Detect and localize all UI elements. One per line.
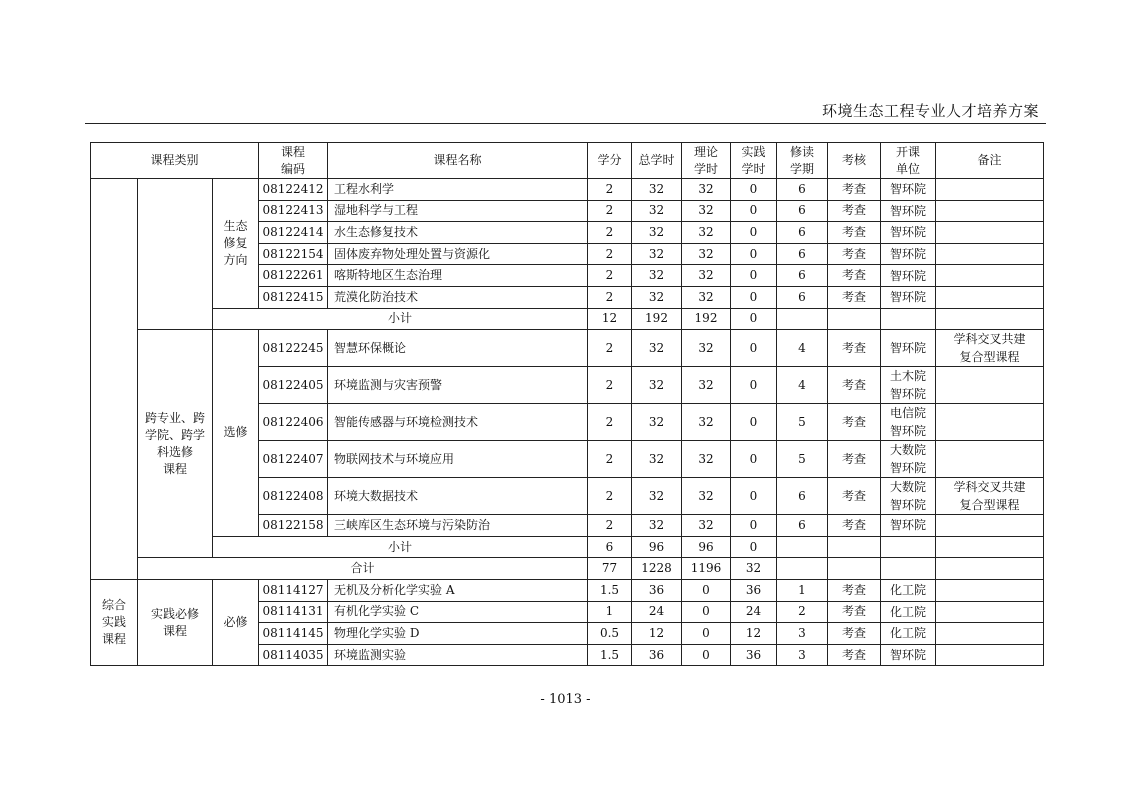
- subtotal-row-1-total: 192: [632, 308, 682, 330]
- page-header-title: 环境生态工程专业人才培养方案: [821, 102, 1039, 120]
- subtotal-row-1-practice: 0: [731, 308, 777, 330]
- course-code: 08122407: [259, 441, 328, 478]
- course-practice: 36: [731, 644, 777, 666]
- subtotal-row-2-label: 小计: [213, 536, 588, 558]
- course-code: 08122415: [259, 286, 328, 308]
- course-total: 12: [632, 623, 682, 645]
- header-category: 课程类别: [91, 143, 259, 179]
- course-unit: 智环院: [881, 330, 936, 367]
- course-note: 学科交叉共建 复合型课程: [936, 330, 1044, 367]
- course-total: 32: [632, 179, 682, 201]
- course-note: [936, 579, 1044, 601]
- course-semester: 6: [777, 222, 828, 244]
- subtotal-row-1-credit: 12: [588, 308, 632, 330]
- course-code: 08122414: [259, 222, 328, 244]
- course-name: 环境大数据技术: [328, 478, 588, 515]
- course-credit: 2: [588, 200, 632, 222]
- course-unit: 智环院: [881, 286, 936, 308]
- header-name: 课程名称: [328, 143, 588, 179]
- subtotal-row-1-empty: [777, 308, 828, 330]
- course-total: 32: [632, 367, 682, 404]
- course-theory: 0: [682, 644, 731, 666]
- course-note: [936, 601, 1044, 623]
- course-theory: 32: [682, 286, 731, 308]
- course-practice: 0: [731, 441, 777, 478]
- group-elective: 选修: [213, 330, 259, 537]
- course-total: 32: [632, 265, 682, 287]
- subtotal-row-1-empty: [936, 308, 1044, 330]
- course-note: [936, 441, 1044, 478]
- course-theory: 32: [682, 330, 731, 367]
- subtotal-row-1-empty: [881, 308, 936, 330]
- grand-total-row-label: 合计: [138, 558, 588, 580]
- course-practice: 24: [731, 601, 777, 623]
- course-note: [936, 404, 1044, 441]
- subtotal-row-1-empty: [828, 308, 881, 330]
- course-note: [936, 515, 1044, 537]
- course-semester: 6: [777, 243, 828, 265]
- course-table: [90, 142, 1044, 666]
- group-eco-repair: 生态 修复 方向: [213, 179, 259, 309]
- course-credit: 1: [588, 601, 632, 623]
- course-credit: 2: [588, 515, 632, 537]
- course-assessment: 考查: [828, 601, 881, 623]
- course-name: 有机化学实验 C: [328, 601, 588, 623]
- course-unit: 智环院: [881, 265, 936, 287]
- course-name: 智能传感器与环境检测技术: [328, 404, 588, 441]
- course-practice: 0: [731, 515, 777, 537]
- course-total: 32: [632, 243, 682, 265]
- course-assessment: 考查: [828, 222, 881, 244]
- course-code: 08122245: [259, 330, 328, 367]
- subtotal-row-2-empty: [777, 536, 828, 558]
- course-assessment: 考查: [828, 478, 881, 515]
- course-unit: 电信院 智环院: [881, 404, 936, 441]
- course-credit: 1.5: [588, 579, 632, 601]
- course-theory: 32: [682, 367, 731, 404]
- course-credit: 1.5: [588, 644, 632, 666]
- course-semester: 6: [777, 179, 828, 201]
- course-theory: 0: [682, 601, 731, 623]
- course-total: 32: [632, 404, 682, 441]
- course-assessment: 考查: [828, 200, 881, 222]
- course-practice: 36: [731, 579, 777, 601]
- course-unit: 化工院: [881, 579, 936, 601]
- course-code: 08122408: [259, 478, 328, 515]
- course-practice: 0: [731, 330, 777, 367]
- course-practice: 0: [731, 179, 777, 201]
- course-row: [91, 179, 1044, 201]
- course-note: [936, 265, 1044, 287]
- course-total: 32: [632, 330, 682, 367]
- course-semester: 5: [777, 404, 828, 441]
- course-assessment: 考查: [828, 179, 881, 201]
- course-unit: 智环院: [881, 243, 936, 265]
- course-unit: 大数院 智环院: [881, 441, 936, 478]
- course-name: 水生态修复技术: [328, 222, 588, 244]
- course-assessment: 考查: [828, 441, 881, 478]
- course-unit: 大数院 智环院: [881, 478, 936, 515]
- course-code: 08122412: [259, 179, 328, 201]
- course-practice: 12: [731, 623, 777, 645]
- course-total: 32: [632, 478, 682, 515]
- grand-total-row: [91, 558, 1044, 580]
- header-practice-hours: 实践 学时: [731, 143, 777, 179]
- course-semester: 4: [777, 367, 828, 404]
- course-assessment: 考查: [828, 265, 881, 287]
- course-total: 32: [632, 441, 682, 478]
- course-practice: 0: [731, 478, 777, 515]
- course-assessment: 考查: [828, 243, 881, 265]
- course-theory: 32: [682, 200, 731, 222]
- subtotal-row-2-credit: 6: [588, 536, 632, 558]
- course-assessment: 考查: [828, 515, 881, 537]
- course-semester: 6: [777, 515, 828, 537]
- course-total: 24: [632, 601, 682, 623]
- course-theory: 32: [682, 243, 731, 265]
- course-code: 08122158: [259, 515, 328, 537]
- course-code: 08122261: [259, 265, 328, 287]
- group-required: 必修: [213, 579, 259, 665]
- grand-total-row-practice: 32: [731, 558, 777, 580]
- course-practice: 0: [731, 243, 777, 265]
- course-credit: 2: [588, 330, 632, 367]
- course-semester: 6: [777, 286, 828, 308]
- course-credit: 2: [588, 179, 632, 201]
- course-note: [936, 367, 1044, 404]
- course-total: 36: [632, 579, 682, 601]
- subtotal-row-2-empty: [936, 536, 1044, 558]
- course-practice: 0: [731, 200, 777, 222]
- course-credit: 2: [588, 222, 632, 244]
- course-total: 32: [632, 515, 682, 537]
- course-semester: 6: [777, 478, 828, 515]
- course-name: 工程水利学: [328, 179, 588, 201]
- course-note: [936, 222, 1044, 244]
- course-unit: 智环院: [881, 200, 936, 222]
- course-semester: 5: [777, 441, 828, 478]
- table-body: [91, 179, 1044, 666]
- course-note: [936, 286, 1044, 308]
- course-code: 08122405: [259, 367, 328, 404]
- course-code: 08122413: [259, 200, 328, 222]
- subtotal-row-2-empty: [881, 536, 936, 558]
- course-name: 环境监测与灾害预警: [328, 367, 588, 404]
- course-semester: 2: [777, 601, 828, 623]
- course-practice: 0: [731, 286, 777, 308]
- course-credit: 2: [588, 265, 632, 287]
- course-theory: 32: [682, 404, 731, 441]
- course-row: [91, 330, 1044, 367]
- group-comprehensive: 综合 实践 课程: [91, 579, 138, 665]
- grand-total-row-theory: 1196: [682, 558, 731, 580]
- course-semester: 3: [777, 623, 828, 645]
- course-assessment: 考查: [828, 286, 881, 308]
- category-blank: [91, 179, 138, 580]
- grand-total-row-empty: [777, 558, 828, 580]
- course-code: 08114127: [259, 579, 328, 601]
- course-theory: 32: [682, 478, 731, 515]
- course-unit: 土木院 智环院: [881, 367, 936, 404]
- grand-total-row-empty: [881, 558, 936, 580]
- course-unit: 智环院: [881, 222, 936, 244]
- course-credit: 2: [588, 441, 632, 478]
- course-credit: 2: [588, 243, 632, 265]
- course-unit: 化工院: [881, 601, 936, 623]
- course-note: [936, 243, 1044, 265]
- header-semester: 修读 学期: [777, 143, 828, 179]
- course-theory: 32: [682, 515, 731, 537]
- group-cross-major: 跨专业、跨 学院、跨学 科选修 课程: [138, 330, 213, 558]
- course-code: 08122406: [259, 404, 328, 441]
- course-assessment: 考查: [828, 623, 881, 645]
- grand-total-row-credit: 77: [588, 558, 632, 580]
- course-note: [936, 179, 1044, 201]
- group-practice-required: 实践必修 课程: [138, 579, 213, 665]
- course-name: 喀斯特地区生态治理: [328, 265, 588, 287]
- course-note: [936, 200, 1044, 222]
- course-semester: 3: [777, 644, 828, 666]
- grand-total-row-total: 1228: [632, 558, 682, 580]
- course-semester: 6: [777, 265, 828, 287]
- header-note: 备注: [936, 143, 1044, 179]
- course-code: 08122154: [259, 243, 328, 265]
- course-theory: 32: [682, 222, 731, 244]
- table-header-row: [91, 143, 1044, 179]
- header-credit: 学分: [588, 143, 632, 179]
- course-total: 32: [632, 286, 682, 308]
- course-note: [936, 644, 1044, 666]
- course-theory: 0: [682, 579, 731, 601]
- course-credit: 2: [588, 286, 632, 308]
- subcategory-blank: [138, 179, 213, 330]
- subtotal-row-1-theory: 192: [682, 308, 731, 330]
- course-row: [91, 579, 1044, 601]
- course-practice: 0: [731, 367, 777, 404]
- course-unit: 智环院: [881, 515, 936, 537]
- course-name: 智慧环保概论: [328, 330, 588, 367]
- course-unit: 智环院: [881, 179, 936, 201]
- course-practice: 0: [731, 222, 777, 244]
- grand-total-row-empty: [936, 558, 1044, 580]
- course-code: 08114131: [259, 601, 328, 623]
- course-code: 08114145: [259, 623, 328, 645]
- course-name: 三峡库区生态环境与污染防治: [328, 515, 588, 537]
- course-practice: 0: [731, 404, 777, 441]
- header-total-hours: 总学时: [632, 143, 682, 179]
- course-semester: 6: [777, 200, 828, 222]
- subtotal-row-1: [91, 308, 1044, 330]
- subtotal-row-2-practice: 0: [731, 536, 777, 558]
- course-credit: 2: [588, 478, 632, 515]
- course-assessment: 考查: [828, 367, 881, 404]
- course-practice: 0: [731, 265, 777, 287]
- course-name: 无机及分析化学实验 A: [328, 579, 588, 601]
- course-name: 荒漠化防治技术: [328, 286, 588, 308]
- course-name: 湿地科学与工程: [328, 200, 588, 222]
- subtotal-row-2: [91, 536, 1044, 558]
- course-note: [936, 623, 1044, 645]
- course-assessment: 考查: [828, 330, 881, 367]
- course-unit: 化工院: [881, 623, 936, 645]
- course-note: 学科交叉共建 复合型课程: [936, 478, 1044, 515]
- course-assessment: 考查: [828, 404, 881, 441]
- course-total: 32: [632, 222, 682, 244]
- subtotal-row-1-label: 小计: [213, 308, 588, 330]
- course-theory: 0: [682, 623, 731, 645]
- course-credit: 0.5: [588, 623, 632, 645]
- header-assessment: 考核: [828, 143, 881, 179]
- header-unit: 开课 单位: [881, 143, 936, 179]
- subtotal-row-2-total: 96: [632, 536, 682, 558]
- header-code: 课程 编码: [259, 143, 328, 179]
- course-credit: 2: [588, 404, 632, 441]
- subtotal-row-2-theory: 96: [682, 536, 731, 558]
- course-theory: 32: [682, 265, 731, 287]
- course-total: 32: [632, 200, 682, 222]
- subtotal-row-2-empty: [828, 536, 881, 558]
- course-theory: 32: [682, 441, 731, 478]
- course-name: 固体废弃物处理处置与资源化: [328, 243, 588, 265]
- course-name: 物理化学实验 D: [328, 623, 588, 645]
- course-assessment: 考查: [828, 579, 881, 601]
- course-name: 环境监测实验: [328, 644, 588, 666]
- header-divider: [85, 123, 1046, 124]
- course-semester: 4: [777, 330, 828, 367]
- page-number: - 1013 -: [540, 692, 591, 707]
- course-theory: 32: [682, 179, 731, 201]
- course-unit: 智环院: [881, 644, 936, 666]
- course-total: 36: [632, 644, 682, 666]
- grand-total-row-empty: [828, 558, 881, 580]
- course-code: 08114035: [259, 644, 328, 666]
- course-credit: 2: [588, 367, 632, 404]
- course-assessment: 考查: [828, 644, 881, 666]
- header-theory-hours: 理论 学时: [682, 143, 731, 179]
- course-name: 物联网技术与环境应用: [328, 441, 588, 478]
- course-semester: 1: [777, 579, 828, 601]
